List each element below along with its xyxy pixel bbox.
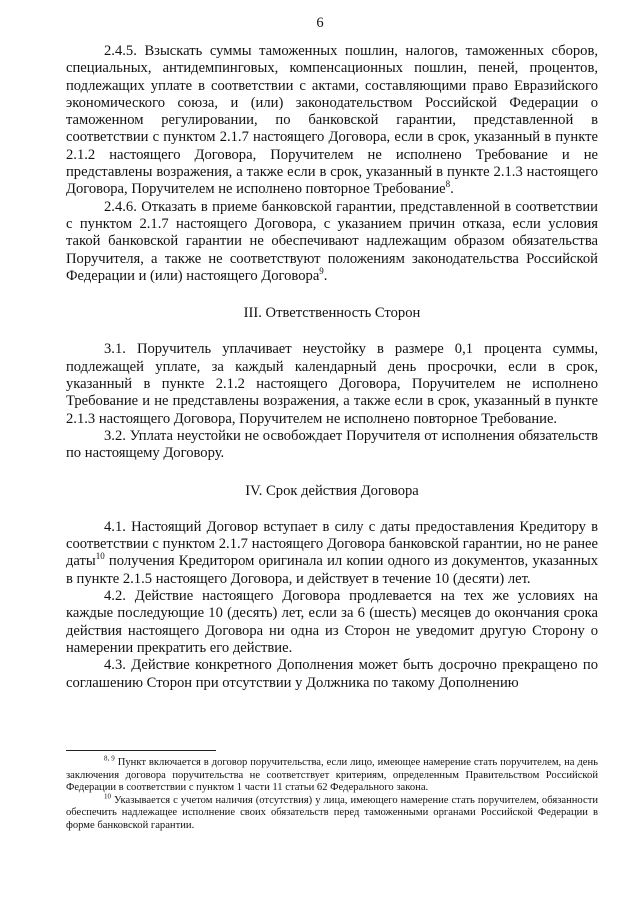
paragraph-2-4-5 [66,43,598,199]
paragraph-text-continued: получения Кредитором оригинала ил копии одного из документов, указанных в пункте 2.1.5 настоящего Договора, и действует в течение 10 (десяти) лет. [66,553,598,587]
paragraph-4-3: 4.3. Действие конкретного Дополнения может быть досрочно прекращено по соглашению Сторон при отсутствии у Должника по такому Дополнению [66,657,598,691]
footnote-text: Указывается с учетом наличия (отсутствия) у лица, имеющего намерение стать поручителем, обязанности обеспечить надлежащее исполнение своих обязательств перед таможенными органами Российской Федерации в форме банковской гарантии. [66,794,598,831]
footnote-divider [66,750,216,751]
paragraph-text: 4.1. Настоящий Договор вступает в силу с даты предоставления Кредитору в соответствии с пунктом 2.1.7 настоящего Договора банковской гарантии, но не ранее даты [66,518,598,570]
section-heading-4: IV. Срок действия Договора [245,482,419,499]
page-number: 6 [316,15,324,31]
footnote-8-9 [66,754,598,795]
footnote-mark: 8, 9 [104,754,115,763]
footnote-ref: 9 [319,266,324,276]
paragraph-text: 2.4.5. Взыскать суммы таможенных пошлин, налогов, таможенных сборов, специальных, антидемпинговых, компенсационных пошлин, пеней, процентов, подлежащих уплате в соответствии с актами, составляющими право Евразийского экономического союза, и (или) законодательством Российской Федерации о таможенном регулировании, по банковской гарантии, представленной в соответствии с пунктом 2.1.7 настоящего Договора, если в срок, указанный в пункте 2.1.2 настоящего Договора, Поручителем не исполнено Требование и не представлены возражения, а также если в срок, указанный в пункте 2.1.3 настоящего Договора, Поручителем не исполнено повторное Требование [66,43,598,198]
footnote-10 [66,792,598,833]
paragraph-4-2: 4.2. Действие настоящего Договора продлевается на тех же условиях на каждые последующие 10 (десять) лет, если за 6 (шесть) месяцев до окончания срока действия настоящего Договора ни одна из Сторон не уведомит другую Сторону о намерении прекратить его действие. [66,588,598,656]
paragraph-3-2: 3.2. Уплата неустойки не освобождает Поручителя от исполнения обязательств по настоящему Договору. [66,427,598,462]
footnote-mark: 10 [104,792,111,801]
paragraph-2-4-6 [66,199,598,285]
paragraph-4-1 [66,519,598,588]
footnote-ref: 10 [95,551,105,562]
footnotes [66,754,598,833]
paragraph-end: . [323,267,328,284]
footnote-text: Пункт включается в договор поручительства, если лицо, имеющее намерение стать поручителем, на день заключения договора поручительства не соответствует критериям, определенным Правительством Российской Федерации в соответствии с пунктом 1 части 11 статьи 62 Федерального закона. [66,757,598,794]
footnote-ref: 8 [445,179,451,190]
paragraph-3-1: 3.1. Поручитель уплачивает неустойку в размере 0,1 процента суммы, подлежащей уплате, за каждый календарный день просрочки, если в срок, указанный в пункте 2.1.2 настоящего Договора, Поручителем не исполнено Требование и не представлены возражения, а также если в срок, указанный в пункте 2.1.3 настоящего Договора, Поручителем не исполнено повторное Требование. [66,341,598,427]
paragraph-text: 2.4.6. Отказать в приеме банковской гарантии, представленной в соответствии с пунктом 2.1.7 настоящего Договора, с указанием причин отказа, если условия такой банковской гарантии не обеспечивают надлежащим образом обязательства Поручителя, а также не соответствуют положениям законодательства Российской Федерации и (или) настоящего Договора [66,198,598,284]
paragraph-end: . [450,181,454,198]
document-body [66,43,598,692]
section-heading-3: III. Ответственность Сторон [243,305,421,322]
